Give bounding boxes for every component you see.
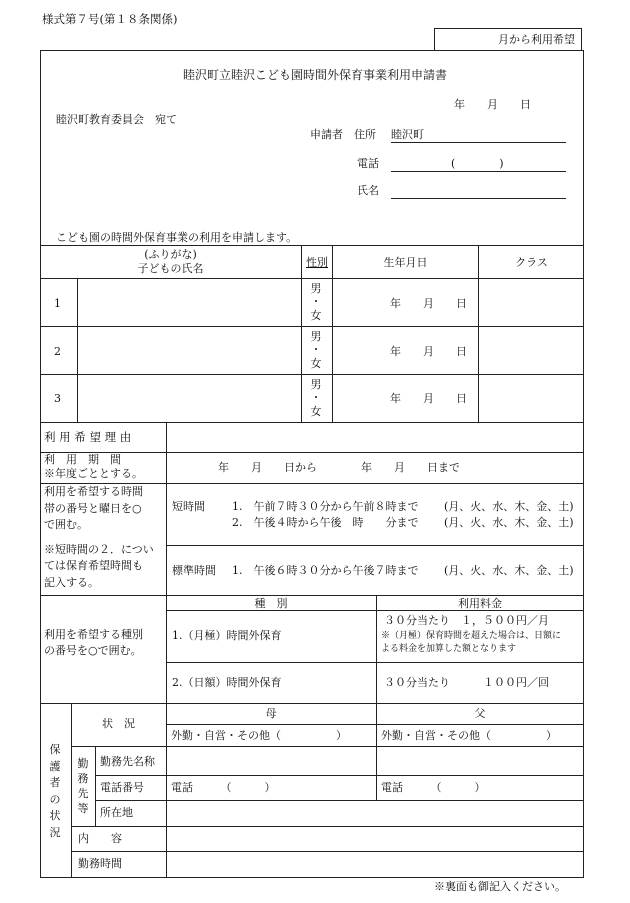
daily-fee: ３０分当たり １００円／回 [384, 676, 549, 689]
mother-header: 母 [265, 707, 277, 720]
divider [478, 245, 479, 422]
phone-parens[interactable]: ( ) [451, 157, 504, 170]
name-label: 氏名 [357, 184, 379, 197]
label-char: 保 [49, 743, 61, 756]
father-employment[interactable]: 外勤・自営・その他（ ） [381, 729, 557, 742]
divider [95, 775, 584, 776]
divider [40, 452, 584, 453]
address-underline [391, 142, 566, 143]
form-title: 睦沢町立睦沢こども園時間外保育事業利用申請書 [182, 68, 447, 82]
divider [166, 662, 584, 663]
gender-dot: ・ [310, 343, 322, 357]
date-line[interactable]: 年 月 日 [454, 98, 531, 111]
standard-time-label: 標準時間 [172, 564, 216, 577]
name-underline[interactable] [391, 198, 566, 199]
label-char: 勤 [77, 757, 89, 770]
reason-label: 利 用 希 望 理 由 [44, 430, 132, 444]
phone-number-label: 電話番号 [100, 781, 144, 794]
gender-male[interactable]: 男 [310, 282, 322, 295]
father-workplace-name[interactable] [377, 747, 583, 775]
instruction-line: で囲む。 [44, 518, 88, 531]
gender-dot: ・ [310, 295, 322, 309]
header-furigana: (ふりがな) [144, 248, 197, 261]
monthly-fee: ３０分当たり １，５００円／月 [384, 614, 549, 627]
type-instruction-line1: 利用を希望する種別 [44, 628, 143, 641]
gender-female[interactable]: 女 [310, 356, 322, 370]
phone-label: 電話 [357, 157, 379, 170]
footer-note: ※裏面も御記入ください。 [434, 880, 566, 893]
type-instruction-line2: の番号を○で囲む。 [44, 644, 142, 657]
instruction-line: 帯の番号と曜日を○ [44, 501, 142, 515]
gender-dot: ・ [310, 391, 322, 405]
short-time-weekdays-2[interactable]: (月、火、水、木、金、土) [444, 516, 574, 529]
standard-time-option-1[interactable]: 1. 午後６時３０分から午後７時まで [232, 564, 419, 577]
workplace-name-label: 勤務先名称 [100, 755, 155, 768]
location-label: 所在地 [100, 806, 133, 819]
divider [166, 545, 584, 546]
row-number: 2 [54, 345, 61, 358]
birthdate-field[interactable]: 年 月 日 [390, 345, 467, 358]
birthdate-field[interactable]: 年 月 日 [390, 297, 467, 310]
divider [166, 595, 167, 703]
label-char: 者 [49, 776, 61, 789]
father-phone[interactable]: 電話 （ ） [381, 781, 486, 794]
short-time-weekdays-1[interactable]: (月、火、水、木、金、土) [444, 500, 574, 513]
period-note: ※年度ごととする。 [44, 467, 143, 480]
row-number: 1 [54, 297, 61, 310]
mother-employment[interactable]: 外勤・自営・その他（ ） [171, 729, 347, 742]
working-hours-label: 勤務時間 [78, 857, 122, 870]
content-field[interactable] [167, 827, 583, 851]
birthdate-field[interactable]: 年 月 日 [390, 392, 467, 405]
header-child-name: 子どもの氏名 [137, 262, 204, 275]
label-char: 護 [49, 759, 61, 773]
period-value[interactable]: 年 月 日から 年 月 日まで [218, 461, 460, 474]
applicant-label: 申請者 [310, 128, 343, 141]
divider [77, 278, 78, 422]
divider [376, 595, 377, 703]
reason-field[interactable] [167, 423, 583, 452]
label-char: 況 [49, 825, 61, 839]
gender-female[interactable]: 女 [310, 308, 322, 322]
divider [40, 703, 584, 704]
label-char: の [49, 792, 61, 806]
divider [40, 326, 584, 327]
gender-male[interactable]: 男 [310, 330, 322, 343]
mother-phone[interactable]: 電話 （ ） [171, 781, 276, 794]
label-char: 等 [77, 802, 89, 815]
standard-time-weekdays[interactable]: (月、火、水、木、金、土) [444, 564, 574, 577]
divider [301, 245, 302, 422]
working-hours-field[interactable] [167, 852, 583, 877]
row-number: 3 [54, 392, 61, 405]
fee-header: 利用料金 [458, 597, 502, 610]
address-value[interactable]: 睦沢町 [391, 128, 424, 141]
addressee: 睦沢町教育委員会 宛て [56, 113, 177, 126]
type-header: 種 別 [254, 597, 288, 610]
divider [40, 245, 584, 246]
location-field[interactable] [167, 801, 583, 826]
status-label: 状 況 [102, 717, 135, 730]
divider [332, 245, 333, 422]
application-statement: こども園の時間外保育事業の利用を申請します。 [56, 231, 298, 244]
divider [40, 374, 584, 375]
header-birthdate: 生年月日 [383, 256, 428, 269]
label-char: 務 [77, 772, 89, 785]
address-label: 住所 [354, 128, 376, 141]
divider [40, 595, 584, 596]
instruction-line: ては保育希望時間も [44, 559, 143, 572]
instruction-line: 利用を希望する時間 [44, 485, 143, 498]
label-char: 先 [77, 787, 89, 800]
gender-choice[interactable] [309, 282, 323, 322]
guardian-section-label [48, 742, 62, 841]
father-header: 父 [474, 707, 486, 720]
mother-workplace-name[interactable] [167, 747, 376, 775]
short-time-label: 短時間 [172, 500, 205, 513]
time-slot-instructions [44, 484, 166, 591]
header-class: クラス [515, 256, 548, 269]
instruction-line: ※短時間の２．につい [44, 542, 154, 556]
short-time-option-2[interactable]: 2. 午後４時から午後 時 分まで [232, 516, 419, 529]
phone-underline [391, 171, 566, 172]
label-char: 状 [49, 809, 61, 822]
desired-start-label: 月から利用希望 [498, 33, 575, 46]
divider [166, 483, 167, 595]
gender-choice[interactable] [309, 330, 323, 370]
short-time-option-1[interactable]: 1. 午前７時３０分から午前８時まで [232, 500, 419, 513]
gender-male[interactable]: 男 [310, 378, 322, 391]
daily-option[interactable]: 2.（日額）時間外保育 [172, 676, 282, 689]
content-label: 内 容 [78, 832, 122, 845]
monthly-note-line2: よる料金を加算した額となります [381, 644, 517, 654]
gender-female[interactable]: 女 [310, 404, 322, 418]
divider [166, 724, 584, 725]
form-number: 様式第７号(第１８条関係) [42, 12, 178, 26]
monthly-note-line1: ※（月極）保育時間を超えた場合は、日額に [381, 631, 562, 641]
instruction-line: 記入する。 [44, 575, 99, 589]
divider [40, 278, 584, 279]
header-gender: 性別 [306, 256, 328, 269]
workplace-label [76, 756, 90, 816]
monthly-option[interactable]: 1.（月極）時間外保育 [172, 629, 282, 642]
instruction-line [44, 534, 166, 542]
period-label: 利 用 期 間 [44, 453, 121, 466]
gender-choice[interactable] [309, 378, 323, 418]
divider [95, 746, 96, 826]
